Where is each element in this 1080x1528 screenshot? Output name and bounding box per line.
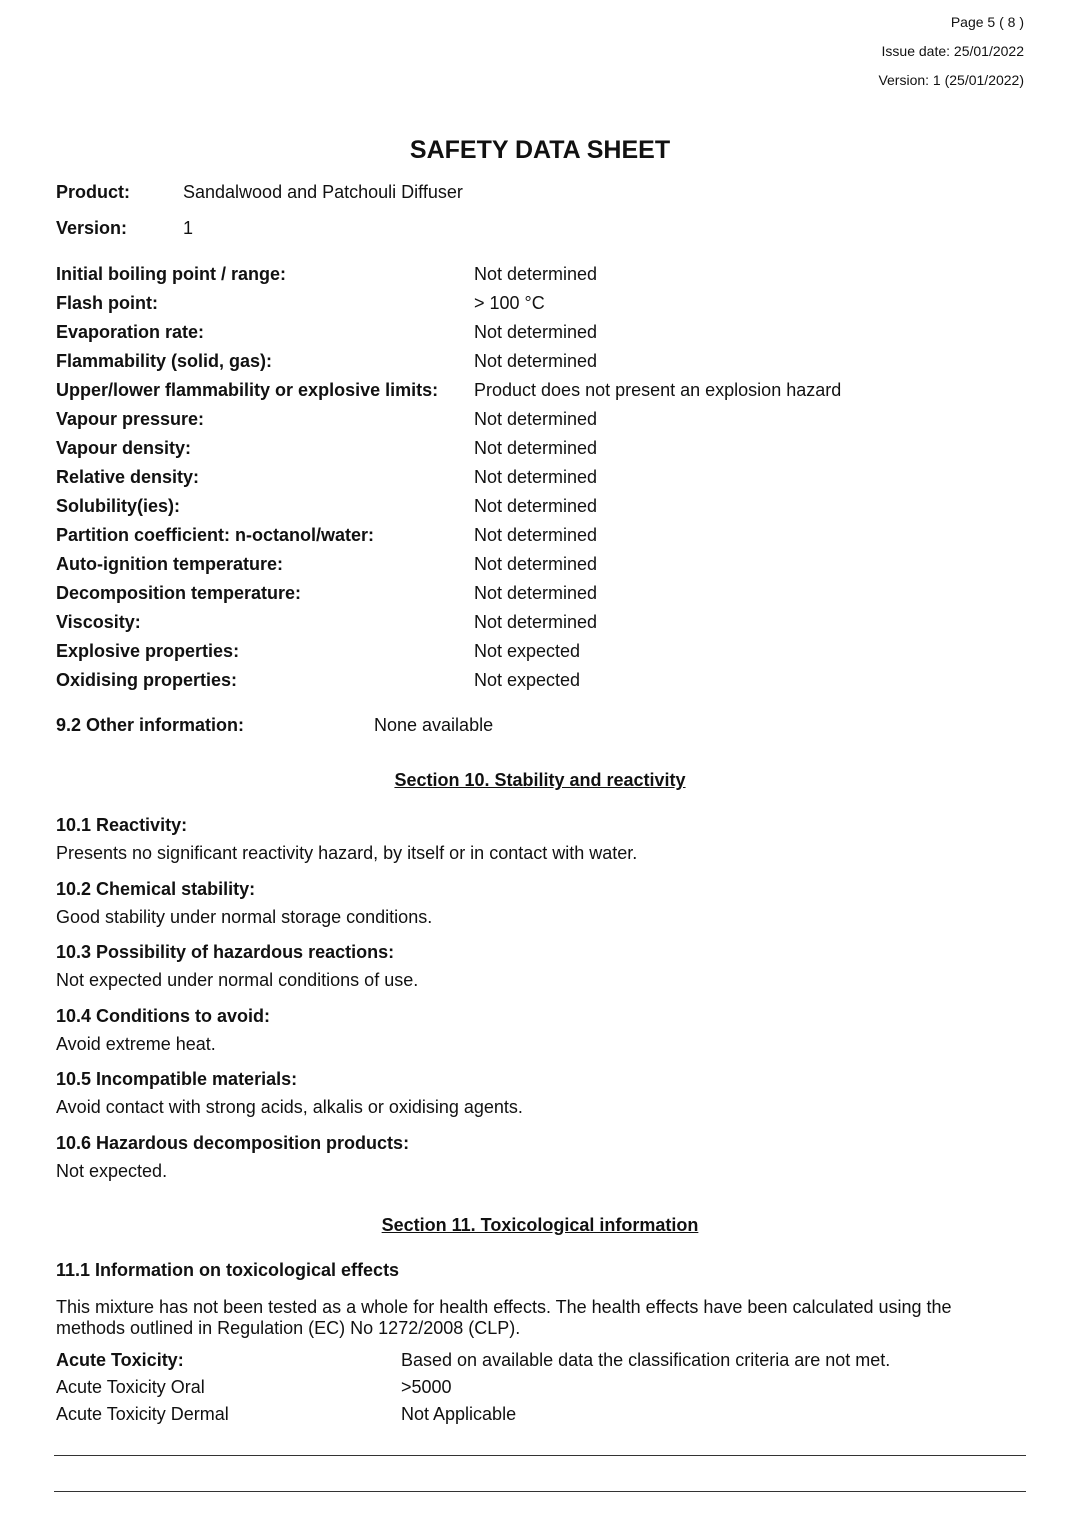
section-10-heading: Section 10. Stability and reactivity [394, 770, 686, 790]
property-label: Upper/lower flammability or explosive limits: [56, 380, 439, 400]
property-label: Flammability (solid, gas): [56, 351, 273, 371]
property-label: Explosive properties: [56, 641, 240, 661]
product-value: Sandalwood and Patchouli Diffuser [183, 182, 463, 202]
property-label: Auto-ignition temperature: [56, 554, 283, 574]
product-label: Product: [56, 182, 130, 202]
property-value: > 100 °C [474, 293, 545, 313]
property-value: Not determined [474, 322, 598, 342]
property-label: Decomposition temperature: [56, 583, 302, 603]
property-label: Initial boiling point / range: [56, 264, 286, 284]
property-label: Relative density: [56, 467, 200, 487]
section-10-item-heading: 10.5 Incompatible materials: [56, 1069, 298, 1089]
page-number: Page 5 ( 8 ) [950, 14, 1024, 30]
section-10-item-text: Avoid extreme heat. [56, 1033, 216, 1054]
acute-toxicity-label: Acute Toxicity: [56, 1350, 184, 1370]
footer-rule-top [54, 1455, 1026, 1456]
version-value: 1 [183, 218, 194, 238]
property-value: Not expected [474, 641, 581, 661]
property-value: Not determined [474, 554, 598, 574]
acute-toxicity-value: Based on available data the classification criteria are not met. [401, 1350, 891, 1370]
property-label: Solubility(ies): [56, 496, 181, 516]
property-value: Not determined [474, 583, 598, 603]
property-value: Not determined [474, 264, 598, 284]
property-label: Evaporation rate: [56, 322, 205, 342]
toxicity-row-label: Acute Toxicity Oral [56, 1377, 205, 1397]
toxicity-row-label: Acute Toxicity Dermal [56, 1404, 229, 1424]
property-label: Vapour density: [56, 438, 192, 458]
version-label: Version: [56, 218, 128, 238]
section-10-item-heading: 10.6 Hazardous decomposition products: [56, 1132, 410, 1153]
document-title: SAFETY DATA SHEET [409, 136, 671, 164]
other-info-label: 9.2 Other information: [56, 715, 245, 735]
property-label: Viscosity: [56, 612, 141, 632]
property-value: Product does not present an explosion hazard [474, 380, 842, 400]
section-10-item-heading: 10.2 Chemical stability: [56, 878, 256, 899]
property-value: Not determined [474, 467, 598, 487]
property-value: Not determined [474, 438, 598, 458]
property-value: Not determined [474, 612, 598, 632]
section-10-item-text: Not expected under normal conditions of use. [56, 970, 419, 990]
property-label: Vapour pressure: [56, 409, 205, 429]
other-info-value: None available [374, 715, 494, 735]
section-10-item-heading: 10.4 Conditions to avoid: [56, 1005, 271, 1026]
toxicity-row-value: >5000 [401, 1377, 452, 1397]
issue-date: Issue date: 25/01/2022 [881, 43, 1024, 59]
toxicity-row-value: Not Applicable [401, 1404, 517, 1424]
section-10-item-text: Not expected. [56, 1160, 168, 1181]
section-10-item-text: Good stability under normal storage conditions. [56, 906, 433, 927]
section-10-item-text: Presents no significant reactivity hazard, by itself or in contact with water. [56, 843, 638, 863]
section-10-item-heading: 10.1 Reactivity: [56, 815, 188, 835]
section-10-item-text: Avoid contact with strong acids, alkalis or oxidising agents. [56, 1097, 523, 1117]
version-date: Version: 1 (25/01/2022) [878, 72, 1024, 88]
section-11-subheading: 11.1 Information on toxicological effects [56, 1260, 400, 1280]
section-11-heading: Section 11. Toxicological information [381, 1215, 699, 1235]
property-value: Not determined [474, 351, 598, 371]
footer-rule-bottom [54, 1491, 1026, 1492]
property-value: Not determined [474, 496, 598, 516]
property-label: Oxidising properties: [56, 670, 238, 690]
property-value: Not determined [474, 525, 598, 545]
section-10-item-heading: 10.3 Possibility of hazardous reactions: [56, 942, 395, 962]
property-value: Not determined [474, 409, 598, 429]
property-label: Partition coefficient: n-octanol/water: [56, 525, 375, 545]
section-11-paragraph: This mixture has not been tested as a whole for health effects. The health effects have been calculated using the methods outlined in Regulation (EC) No 1272/2008 (CLP). [56, 1297, 952, 1338]
property-value: Not expected [474, 670, 581, 690]
property-label: Flash point: [56, 293, 158, 313]
